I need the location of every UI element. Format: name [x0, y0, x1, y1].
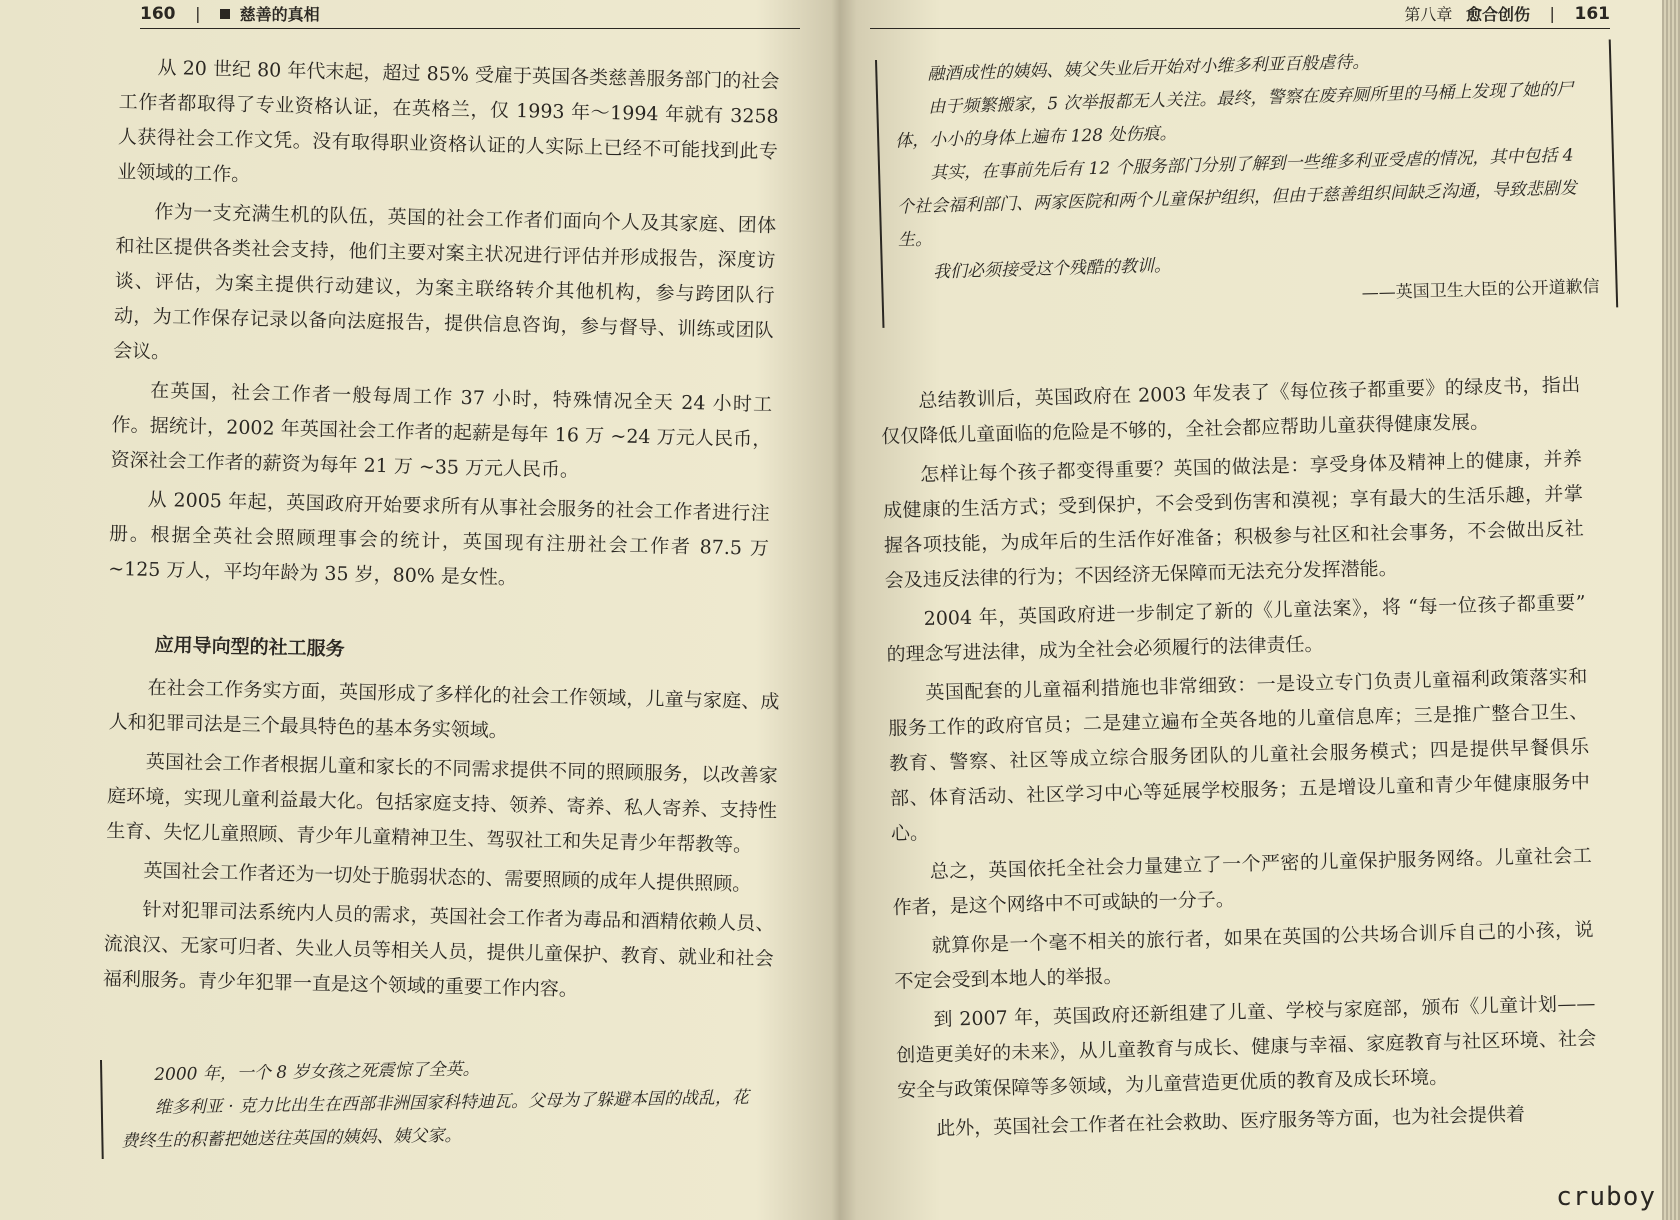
header-separator: |	[195, 4, 201, 23]
paragraph: 在英国，社会工作者一般每周工作 37 小时，特殊情况全天 24 小时工作。据统计，2002 年英国社会工作者的起薪是每年 16 万 ~24 万元人民币，资深社会工作者的薪资为每年 21 万 ~35 万元人民币。	[110, 379, 773, 482]
section-heading: 应用导向型的社工服务	[154, 633, 345, 661]
square-bullet-icon	[220, 9, 230, 19]
case-box-start	[100, 1048, 762, 1159]
apology-signature: ——英国卫生大臣的公开道歉信	[1361, 276, 1600, 304]
scanner-watermark: cruboy	[1556, 1182, 1656, 1212]
paragraph: 总结教训后，英国政府在 2003 年发表了《每位孩子都重要》的绿皮书，指出仅仅降低儿童面临的危险是不够的，全社会都应帮助儿童获得健康发展。	[881, 373, 1581, 448]
header-separator: |	[1549, 4, 1555, 23]
chapter-number: 第八章	[1404, 5, 1453, 24]
chapter-title: 愈合创伤	[1465, 5, 1530, 24]
paragraph: 到 2007 年，英国政府还新组建了儿童、学校与家庭部，颁布《儿童计划——创造更美好的未来》，从儿童教育与成长、健康与幸福、家庭教育与社区环境、社会安全与政策保障等多领域，为儿童营造更优质的教育及成长环境。	[896, 992, 1597, 1102]
paragraph: 总之，英国依托全社会力量建立了一个严密的儿童保护服务网络。儿童社会工作者，是这个网络中不可或缺的一分子。	[892, 844, 1592, 919]
left-page-header	[140, 2, 800, 29]
left-page	[0, 0, 820, 1220]
left-body-text-2	[102, 670, 779, 1016]
box-line: 由于频繁搬家，5 次举报都无人关注。最终，警察在废弃厕所里的马桶上发现了她的尸体，小小的身体上遍布 128 处伤痕。	[895, 79, 1574, 152]
box-line: 我们必须接受这个残酷的教训。	[932, 255, 1172, 283]
right-body-text	[880, 368, 1599, 1152]
paragraph: 从 2005 年起，英国政府开始要求所有从事社会服务的社会工作者进行注册。根据全英社会照顾理事会的统计，英国现有注册社会工作者 87.5 万 ~125 万人，平均年龄为 35 岁，80% 是女性。	[107, 488, 770, 590]
right-page	[840, 0, 1640, 1220]
right-page-number: 161	[1574, 3, 1610, 24]
left-body-text	[108, 50, 780, 606]
box-line: 2000 年，一个 8 岁女孩之死震惊了全英。	[154, 1059, 480, 1086]
paragraph: 作为一支充满生机的队伍，英国的社会工作者们面向个人及其家庭、团体和社区提供各类社会支持，他们主要对案主状况进行评估并形成报告，深度访谈、评估，为案主提供行动建议，为案主联络转介其他机构，参与跨团队行动，为工作保存记录以备向法庭报告，提供信息咨询，参与督导、训练或团队会议。	[112, 200, 777, 364]
paragraph: 英国配套的儿童福利措施也非常细致：一是设立专门负责儿童福利政策落实和服务工作的政府官员；二是建立遍布全英各地的儿童信息库；三是推广整合卫生、教育、警察、社区等成立综合服务团队的儿童社会服务模式；四是提供早餐俱乐部、体育活动、社区学习中心等延展学校服务；五是增设儿童和青少年健康服务中心。	[888, 665, 1591, 845]
paragraph: 英国社会工作者还为一切处于脆弱状态的、需要照顾的成年人提供照顾。	[143, 859, 752, 896]
paragraph: 2004 年，英国政府进一步制定了新的《儿童法案》，将 “每一位孩子都重要” 的理念写进法律，成为全社会必须履行的法律责任。	[886, 591, 1586, 666]
paragraph: 就算你是一个毫不相关的旅行者，如果在英国的公共场合训斥自己的小孩，说不定会受到本地人的举报。	[894, 918, 1594, 993]
box-line: 维多利亚 · 克力比出生在西部非洲国家科特迪瓦。父母为了躲避本国的战乱，花费终生的积蓄把她送往英国的姨妈、姨父家。	[121, 1087, 750, 1152]
running-title: 慈善的真相	[239, 5, 320, 24]
paragraph: 从 20 世纪 80 年代末起，超过 85% 受雇于英国各类慈善服务部门的社会工作者都取得了专业资格认证，在英格兰，仅 1993 年～1994 年就有 3258 人获得社会工作文凭。没有取得职业资格认证的人实际上已经不可能找到此专业领域的工作。	[116, 56, 780, 186]
page-edge	[1662, 0, 1680, 1220]
paragraph: 在社会工作务实方面，英国形成了多样化的社会工作领域，儿童与家庭、成人和犯罪司法是三个最具特色的基本务实领域。	[108, 676, 780, 743]
case-box-continued	[875, 39, 1618, 327]
box-line: 其实，在事前先后有 12 个服务部门分别了解到一些维多利亚受虐的情况，其中包括 4 个社会福利部门、两家医院和两个儿童保护组织，但由于慈善组织间缺乏沟通，导致悲剧发生。	[896, 145, 1578, 251]
paragraph: 针对犯罪司法系统内人员的需求，英国社会工作者为毒品和酒精依赖人员、流浪汉、无家可归者、失业人员等相关人员，提供儿童保护、教育、就业和社会福利服务。青少年犯罪一直是这个领域的重要工作内容。	[102, 898, 775, 1001]
right-page-header	[870, 2, 1610, 29]
paragraph: 怎样让每个孩子都变得重要？英国的做法是：享受身体及精神上的健康，并养成健康的生活方式；受到保护，不会受到伤害和漠视；享有最大的生活乐趣，并掌握各项技能，为成年后的生活作好准备；积极参与社区和社会事务，不会做出反社会及违反法律的行为；不因经济无保障而无法充分发挥潜能。	[882, 447, 1584, 592]
paragraph: 此外，英国社会工作者在社会救助、医疗服务等方面，也为社会提供着	[935, 1103, 1526, 1140]
box-line: 融酒成性的姨妈、姨父失业后开始对小维多利亚百般虐待。	[927, 52, 1370, 85]
left-page-number: 160	[140, 3, 176, 24]
paragraph: 英国社会工作者根据儿童和家长的不同需求提供不同的照顾服务，以改善家庭环境，实现儿童利益最大化。包括家庭支持、领养、寄养、私人寄养、支持性生育、失忆儿童照顾、青少年儿童精神卫生、驾驭社工和失足青少年帮教等。	[106, 750, 779, 857]
